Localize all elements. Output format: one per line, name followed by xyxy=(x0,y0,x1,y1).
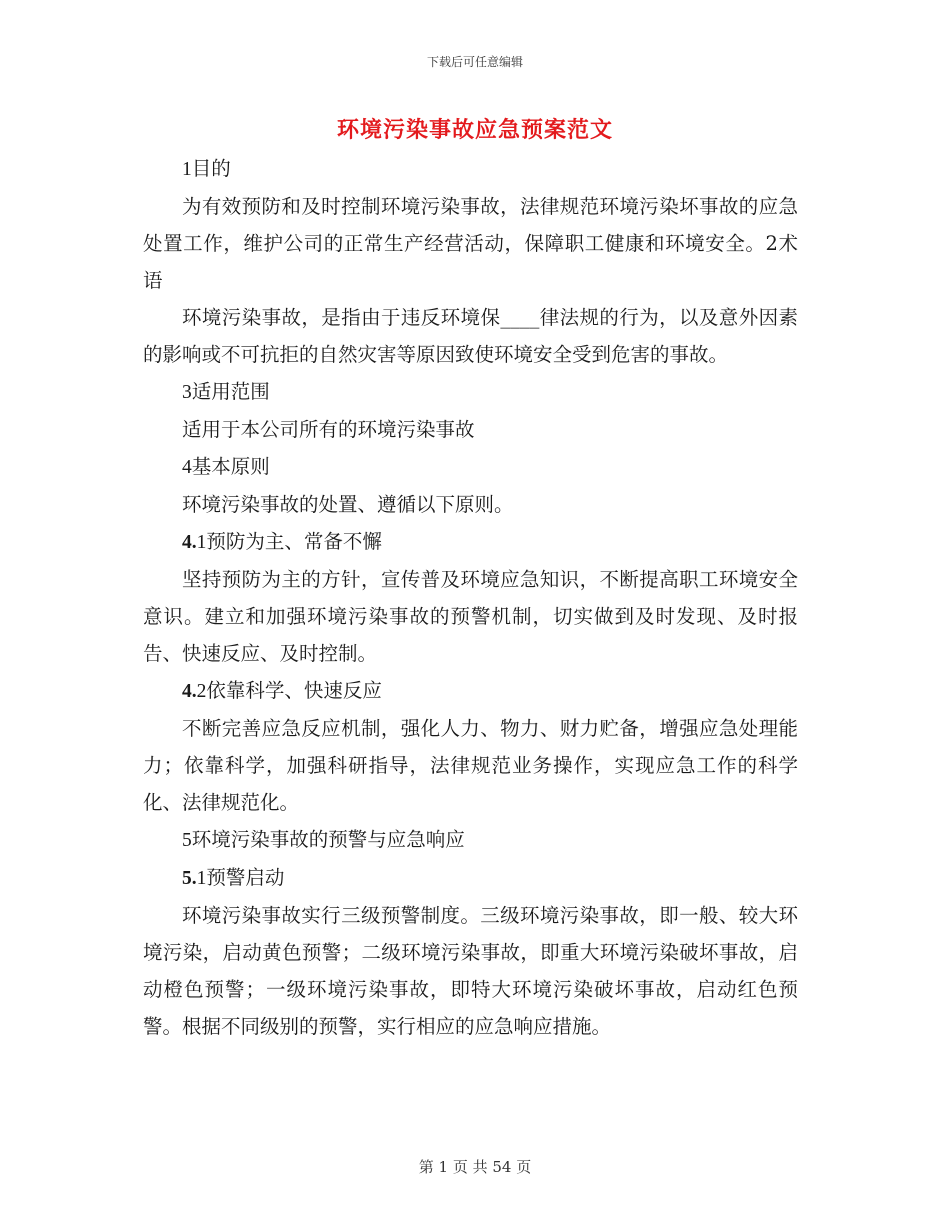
section-number: 5 xyxy=(182,830,192,851)
paragraph-definition xyxy=(143,299,798,373)
section-number: 1 xyxy=(182,159,192,180)
document-title: 环境污染事故应急预案范文 xyxy=(336,117,613,143)
paragraph-section-5-1-heading xyxy=(143,859,798,897)
paragraph-text: 环境污染事故的预警与应急响应 xyxy=(191,828,465,851)
section-number-minor: 1 xyxy=(196,532,207,553)
paragraph-text: 目的 xyxy=(191,157,231,180)
paragraph-text: 坚持预防为主的方针，宣传普及环境应急知识，不断提高职工环境安全意识。建立和加强环境污染事故的预警机制，切实做到及时发现、及时报告、快速反应、及时控制。 xyxy=(143,568,798,665)
paragraph-text: 为有效预防和及时控制环境污染事故，法律规范环境污染坏事故的应急处置工作，维护公司的正常生产经营活动，保障职工健康和环境安全。2术语 xyxy=(143,195,798,292)
paragraph-section-4-1-heading xyxy=(143,523,798,561)
paragraph-text: 环境污染事故，是指由于违反环境保____律法规的行为，以及意外因素的影响或不可抗拒的自然灾害等原因致使环境安全受到危害的事故。 xyxy=(143,306,798,366)
paragraph-text: 不断完善应急反应机制，强化人力、物力、财力贮备，增强应急处理能力；依靠科学，加强科研指导，法律规范业务操作，实现应急工作的科学化、法律规范化。 xyxy=(143,717,798,814)
paragraph-text: 预警启动 xyxy=(206,866,285,889)
paragraph-text: 基本原则 xyxy=(191,455,270,478)
paragraph-text: 预防为主、常备不懈 xyxy=(206,530,382,553)
paragraph-purpose xyxy=(143,188,798,299)
paragraph-section-4-2-heading xyxy=(143,672,798,710)
paragraph-section-1-heading xyxy=(143,150,798,188)
paragraph-science xyxy=(143,710,798,821)
paragraph-text: 环境污染事故实行三级预警制度。三级环境污染事故，即一般、较大环境污染，启动黄色预警；二级环境污染事故，即重大环境污染破坏事故，启动橙色预警；一级环境污染事故，即特大环境污染破坏事故，启动红色预警。根据不同级别的预警，实行相应的应急响应措施。 xyxy=(143,904,798,1038)
page-number-footer: 第 1 页 共 54 页 xyxy=(418,1158,532,1176)
paragraph-text: 依靠科学、快速反应 xyxy=(206,679,382,702)
header-note: 下载后可任意编辑 xyxy=(426,55,523,69)
document-body xyxy=(143,150,798,1045)
paragraph-text: 适用范围 xyxy=(191,380,270,403)
paragraph-scope xyxy=(143,411,798,448)
section-number: 3 xyxy=(182,382,192,403)
section-number-major: 5. xyxy=(182,868,197,889)
section-number-minor: 1 xyxy=(196,868,207,889)
paragraph-section-5-heading xyxy=(143,821,798,859)
paragraph-section-3-heading xyxy=(143,373,798,411)
section-number-minor: 2 xyxy=(196,681,207,702)
paragraph-text: 适用于本公司所有的环境污染事故 xyxy=(182,418,475,441)
paragraph-warning-levels xyxy=(143,897,798,1045)
paragraph-prevention xyxy=(143,561,798,672)
section-number: 4 xyxy=(182,457,192,478)
paragraph-text: 环境污染事故的处置、遵循以下原则。 xyxy=(182,493,514,516)
section-number-major: 4. xyxy=(182,681,197,702)
paragraph-section-4-heading xyxy=(143,448,798,486)
section-number-major: 4. xyxy=(182,532,197,553)
paragraph-principles-intro xyxy=(143,486,798,523)
